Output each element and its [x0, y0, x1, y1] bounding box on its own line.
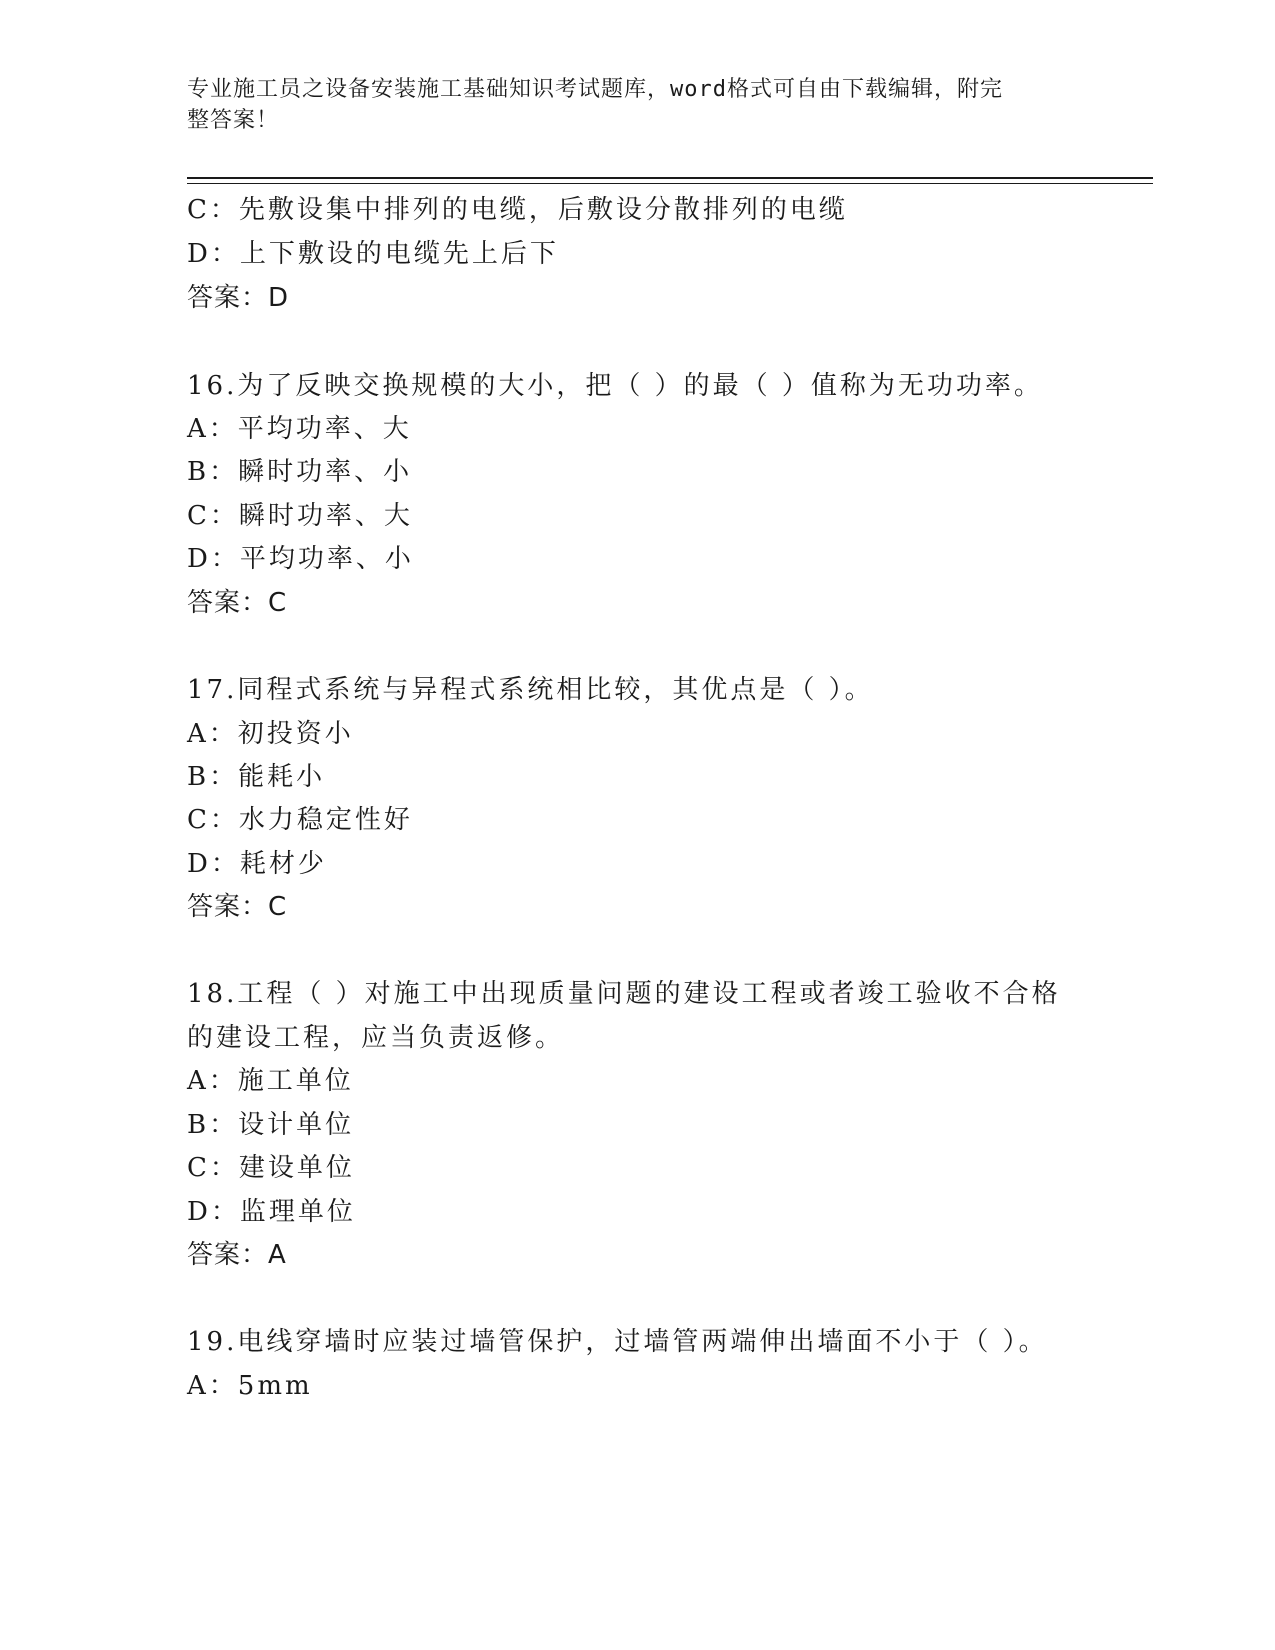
q18-answer: 答案：A: [187, 1240, 287, 1270]
header-divider-thin: [187, 183, 1153, 184]
q16-answer: 答案：C: [187, 588, 288, 618]
q18-option-a: A：施工单位: [187, 1066, 354, 1096]
q16-option-a: A：平均功率、大: [187, 414, 412, 444]
q17-option-d: D：耗材少: [187, 849, 327, 879]
header-text-line-2: 整答案！: [187, 108, 280, 133]
q16-option-d: D：平均功率、小: [187, 544, 414, 574]
q17-answer: 答案：C: [187, 892, 288, 922]
q17-stem: 17.同程式系统与异程式系统相比较，其优点是（ ）。: [187, 675, 874, 705]
header-text-line-1: 专业施工员之设备安装施工基础知识考试题库，word格式可自由下载编辑，附完: [187, 77, 1003, 102]
q17-option-a: A：初投资小: [187, 719, 354, 749]
q18-option-b: B：设计单位: [187, 1110, 355, 1140]
document-header: [187, 74, 1067, 136]
q17-option-c: C：水力稳定性好: [187, 805, 413, 835]
q18-option-d: D：监理单位: [187, 1197, 356, 1227]
q18-stem-line-2: 的建设工程，应当负责返修。: [187, 1023, 565, 1053]
q16-option-c: C：瞬时功率、大: [187, 501, 413, 531]
q16-option-b: B：瞬时功率、小: [187, 457, 413, 487]
q15-option-c: C：先敷设集中排列的电缆，后敷设分散排列的电缆: [187, 195, 848, 225]
header-divider-thick: [187, 177, 1153, 179]
q15-option-d: D：上下敷设的电缆先上后下: [187, 239, 559, 269]
q15-answer: 答案：D: [187, 283, 290, 313]
q16-stem: 16.为了反映交换规模的大小，把（ ）的最（ ）值称为无功功率。: [187, 371, 1043, 401]
q17-option-b: B：能耗小: [187, 762, 326, 792]
q18-option-c: C：建设单位: [187, 1153, 355, 1183]
q19-option-a: A：5mm: [187, 1371, 313, 1401]
q19-stem: 19.电线穿墙时应装过墙管保护，过墙管两端伸出墙面不小于（ ）。: [187, 1327, 1048, 1357]
q18-stem-line-1: 18.工程（ ）对施工中出现质量问题的建设工程或者竣工验收不合格: [187, 979, 1061, 1009]
